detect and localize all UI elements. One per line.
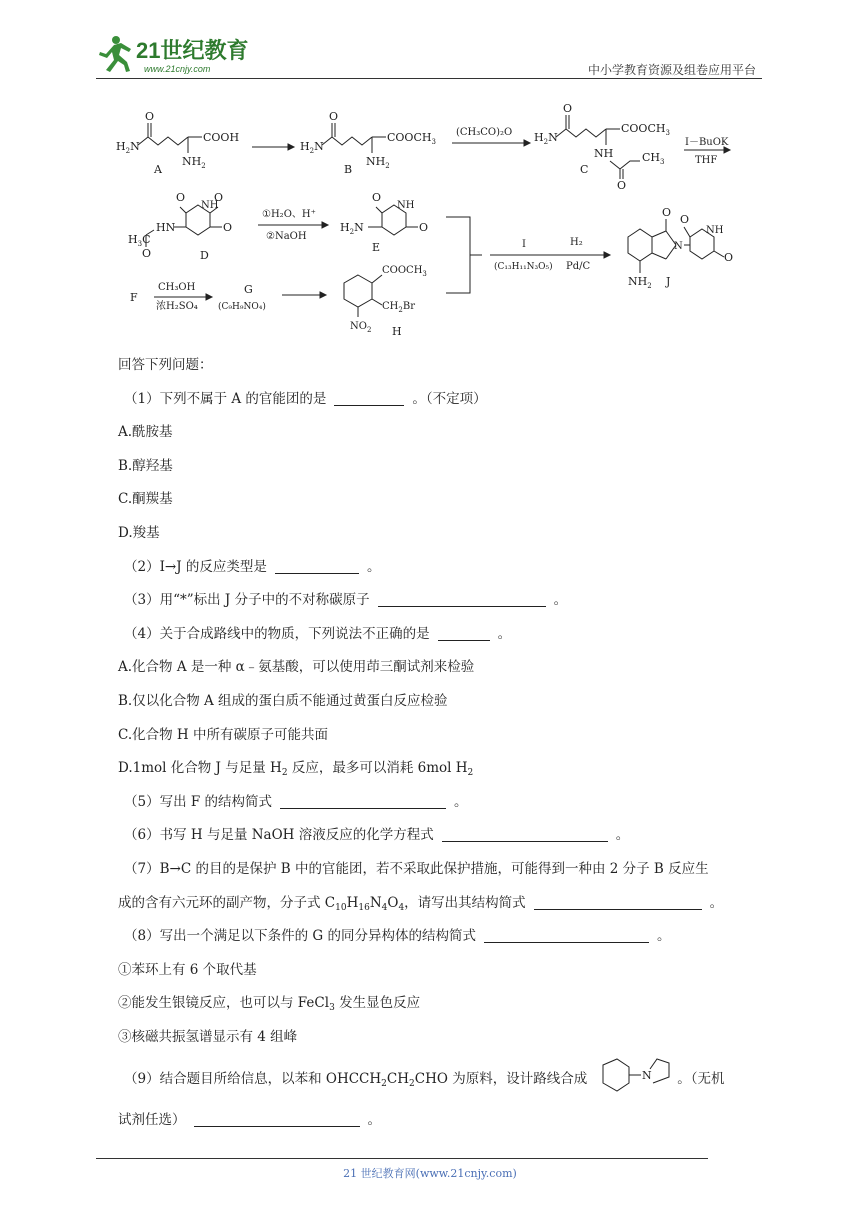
question-9-line1: （9）结合题目所给信息，以苯和 $OHCCH_2CH_2CHO$ 为原料，设计路线合成 N 。（无机 [118, 1054, 763, 1104]
question-2: （2）I→J 的反应类型是 。 [124, 558, 381, 575]
label-D: D [200, 249, 209, 262]
reagent-pdc: Pd/C [566, 261, 591, 272]
question-4: （4）关于合成路线中的物质，下列说法不正确的是 。 [124, 625, 512, 642]
answer-blank-4[interactable] [438, 624, 490, 641]
formula-G: (C₉H₉NO₄) [218, 302, 266, 312]
answer-blank-1[interactable] [334, 389, 404, 406]
question-7-line2: 成的含有六元环的副产物，分子式 $C_{10}H_{16}N_4O_4$，请写出其结构简式 。 [118, 894, 724, 913]
footer-text: 21 世纪教育网(www.21cnjy.com) [343, 1167, 517, 1180]
svg-text:O: O [176, 191, 186, 204]
svg-text:COOCH3: $COOCH_3$ [387, 131, 436, 146]
svg-text:NH2: $NH_2$ [366, 155, 390, 170]
label-E: E [372, 241, 381, 254]
label-H: H [392, 325, 402, 338]
svg-text:O: O [372, 191, 382, 204]
questions-section [118, 349, 763, 1138]
svg-text:COOCH3: $COOCH_3$ [382, 265, 427, 278]
q8-condition-1: ①苯环上有 6 个取代基 [118, 961, 257, 978]
reagent-h2so4: 浓H₂SO₄ [156, 301, 198, 312]
svg-text:O: O [680, 213, 690, 226]
q4-option-a: A.化合物 A 是一种 α﹣氨基酸，可以使用茚三酮试剂来检验 [118, 659, 475, 676]
reagent-h2: H₂ [570, 237, 583, 248]
question-9-line2: 试剂任选） 。 [118, 1112, 381, 1129]
reagent-naoh: ②NaOH [266, 231, 307, 242]
svg-text:N: N [674, 241, 683, 252]
q4-option-b: B.仅以化合物 A 组成的蛋白质不能通过黄蛋白反应检验 [118, 692, 448, 709]
svg-text:O: O [145, 110, 155, 123]
svg-text:O: O [724, 251, 734, 264]
site-logo [96, 34, 266, 76]
page-header [96, 28, 762, 80]
logo-url: www.21cnjy.com [144, 64, 211, 74]
svg-text:NH2: $NH_2$ [628, 275, 652, 290]
label-B: B [344, 163, 353, 176]
label-J: J [666, 275, 671, 288]
svg-text:NO2: $NO_2$ [350, 321, 372, 334]
q4-option-d: D.1mol 化合物 J 与足量 $H_2$ 反应，最多可以消耗 6mol $H_2$ [118, 760, 474, 779]
logo-text: 21世纪教育 [136, 38, 249, 63]
compound-E [340, 191, 428, 254]
compound-B [300, 110, 436, 176]
svg-text:O: O [419, 221, 429, 234]
answer-blank-8[interactable] [484, 926, 649, 943]
compound-C [534, 102, 670, 192]
formula-I: (C₁₃H₁₁N₃O₅) [494, 262, 553, 272]
svg-text:N: N [642, 1069, 652, 1083]
svg-text:COOH: COOH [203, 131, 240, 144]
svg-text:O: O [329, 110, 339, 123]
svg-text:O: O [214, 191, 224, 204]
q1-option-d: D.羧基 [118, 524, 160, 541]
q8-condition-3: ③核磁共振氢谱显示有 4 组峰 [118, 1028, 298, 1045]
svg-text:H2N: $H_2N$ [534, 131, 558, 146]
svg-text:NH: NH [706, 225, 724, 236]
q1-option-a: A.酰胺基 [118, 424, 173, 441]
label-F: F [130, 291, 138, 304]
svg-text:H2N: $H_2N$ [300, 140, 324, 155]
reagent-ac2o: (CH₃CO)₂O [456, 127, 513, 138]
svg-text:O: O [223, 221, 233, 234]
compound-H [344, 265, 427, 338]
svg-text:NH: NH [201, 200, 219, 211]
svg-text:NH: NH [397, 200, 415, 211]
answer-blank-2[interactable] [275, 557, 359, 574]
answer-blank-7[interactable] [534, 893, 702, 910]
footer-divider [96, 1158, 708, 1159]
target-molecule-image [587, 1055, 677, 1105]
label-I: I [522, 239, 526, 250]
answer-blank-9[interactable] [194, 1110, 360, 1127]
svg-text:H2N: $H_2N$ [116, 140, 140, 155]
reagent-ch3oh: CH₃OH [158, 282, 196, 293]
question-3: （3）用“*”标出 J 分子中的不对称碳原子 。 [124, 592, 568, 609]
reagent-tbuok: I－BuOK [685, 137, 729, 148]
question-8: （8）写出一个满足以下条件的 G 的同分异构体的结构简式 。 [124, 928, 671, 945]
compound-D [128, 191, 232, 262]
svg-text:COOCH3: $COOCH_3$ [621, 122, 670, 137]
svg-text:H3C: $H_3C$ [128, 233, 151, 248]
svg-text:HN: HN [156, 221, 176, 234]
label-C: C [580, 163, 589, 176]
answer-blank-5[interactable] [280, 792, 446, 809]
answer-blank-6[interactable] [442, 825, 608, 842]
q1-option-b: B.醇羟基 [118, 457, 173, 474]
svg-text:NH2: $NH_2$ [182, 155, 206, 170]
question-5: （5）写出 F 的结构简式 。 [124, 793, 468, 810]
header-platform-text: 中小学教育资源及组卷应用平台 [587, 63, 756, 77]
question-7-line1: （7）B→C 的目的是保护 B 中的官能团，若不采取此保护措施，可能得到一种由 2 分子 B 反应生 [124, 860, 709, 877]
svg-text:CH3: $CH_3$ [642, 151, 665, 166]
reagent-hydrolysis: ①H₂O、H⁺ [262, 209, 316, 220]
svg-text:H2N: $H_2N$ [340, 221, 364, 236]
label-A: A [154, 163, 162, 176]
question-6: （6）书写 H 与足量 NaOH 溶液反应的化学方程式 。 [124, 827, 630, 844]
answer-blank-3[interactable] [378, 590, 546, 607]
label-G: G [244, 283, 253, 296]
header-divider [96, 78, 762, 79]
intro-text: 回答下列问题： [118, 357, 213, 373]
svg-text:O: O [617, 179, 627, 192]
q4-option-c: C.化合物 H 中所有碳原子可能共面 [118, 726, 328, 743]
compound-J [628, 206, 733, 290]
svg-text:CH2Br: $CH_2Br$ [382, 301, 415, 314]
reagent-thf: THF [695, 155, 718, 166]
svg-text:O: O [142, 247, 152, 260]
question-1: （1）下列不属于 A 的官能团的是 。（不定项） [124, 390, 487, 407]
synthesis-scheme [110, 95, 760, 345]
svg-text:O: O [563, 102, 573, 115]
q1-option-c: C.酮羰基 [118, 491, 173, 508]
merge-bracket [446, 217, 470, 293]
compound-A [116, 110, 239, 176]
q8-condition-2: ②能发生银镜反应，也可以与 FeCl$_3$ 发生显色反应 [118, 995, 421, 1014]
svg-text:O: O [662, 206, 672, 219]
svg-text:NH: NH [594, 147, 614, 160]
